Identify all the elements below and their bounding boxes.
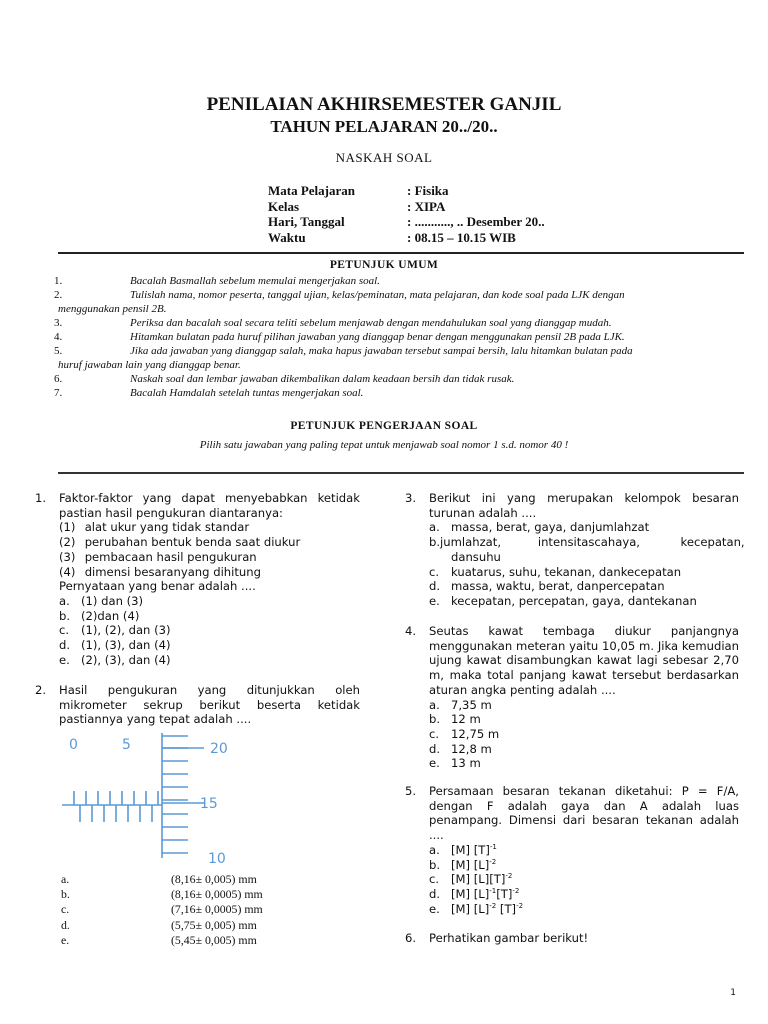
answer-option: a. [M] $[T]^{-1}$ — [429, 842, 497, 857]
answer-option: b. jumlahzat, intensitascahaya, kecepatan, — [429, 535, 745, 550]
question-stem: Perhatikan gambar berikut! — [429, 931, 589, 945]
answer-option: a. massa, berat, gaya, danjumlahzat — [429, 520, 650, 535]
instruction-item: 3. Periksa dan bacalah soal secara teliti sebelum menjawab dengan mendahulukan soal yang dianggap mudah. — [54, 317, 612, 329]
answer-option: c. [M] $[L][T]^{-2}$ — [429, 872, 513, 887]
instruction-continuation: menggunakan pensil 2B. — [58, 303, 167, 315]
instruction-item: 5. Jika ada jawaban yang dianggap salah, maka hapus jawaban tersebut sampai bersih, lalu hitamkan bulatan pada — [54, 345, 633, 357]
work-instructions-text: Pilih satu jawaban yang paling tepat untuk menjawab soal nomor 1 s.d. nomor 40 ! — [199, 439, 569, 451]
info-row-subject: Mata Pelajaran : Fisika — [268, 183, 449, 198]
factor-item: (3) pembacaan hasil pengukuran — [59, 549, 257, 564]
instruction-item: 7. Bacalah Hamdalah setelah tuntas mengerjakan soal. — [54, 387, 364, 399]
answer-option: e. (2), (3), dan (4) — [59, 652, 171, 667]
answer-option: e. [M] $[L]^{-2}$ $[T]^{-2}$ — [429, 901, 524, 916]
factor-item: (2) perubahan bentuk benda saat diukur — [59, 535, 301, 550]
answer-option: e. kecepatan, percepatan, gaya, dantekanan — [429, 593, 697, 608]
info-row-time: Waktu : 08.15 – 10.15 WIB — [268, 229, 516, 245]
info-row-date: Hari, Tanggal : ..........., .. Desember 20.. — [268, 214, 545, 229]
question-2-options — [61, 872, 361, 948]
answer-option-continuation: dansuhu — [451, 549, 501, 564]
answer-option: a. (8,16± 0,005) mm — [61, 872, 257, 886]
question-stem: Berikut ini yang merupakan kelompok besaran turunan adalah .... — [429, 491, 739, 520]
question-2 — [35, 683, 360, 727]
exam-title: PENILAIAN AKHIRSEMESTER GANJIL — [206, 94, 562, 115]
question-stem: Faktor-faktor yang dapat menyebabkan ketidak pastian hasil pengukuran diantaranya: — [59, 491, 360, 520]
sleeve-label-0: 0 — [69, 737, 78, 753]
answer-option: d. (5,75± 0,005) mm — [61, 917, 257, 932]
thimble-label-20: 20 — [210, 741, 228, 757]
work-instructions-title: PETUNJUK PENGERJAAN SOAL — [290, 420, 478, 432]
answer-option: c. 12,75 m — [429, 726, 500, 741]
answer-option: c. (7,16± 0,0005) mm — [61, 902, 263, 917]
question-number: 4. — [405, 624, 417, 638]
answer-option: d. [M] $[L]^{-1}[T]^{-2}$ — [429, 886, 520, 901]
micrometer-figure — [58, 730, 238, 868]
thimble-label-10: 10 — [208, 851, 226, 867]
question-3 — [405, 491, 745, 609]
question-number: 5. — [405, 784, 417, 798]
answer-option: d. 12,8 m — [429, 741, 492, 756]
answer-option: b. [M] $[L]^{-2}$ — [429, 857, 497, 872]
question-6 — [405, 931, 739, 946]
answer-option: b. 12 m — [429, 712, 481, 727]
question-number: 1. — [35, 491, 47, 505]
question-stem: Seutas kawat tembaga diukur panjangnya menggunakan meteran yaitu 10,05 m. Jika kemudian ujung kawat disambungkan kawat lagi sebesar 2,70 m, maka total panjang kawat tersebut berdasarkan aturan angka penting adalah .... — [429, 624, 739, 697]
answer-option: c. kuatarus, suhu, tekanan, dankecepatan — [429, 564, 682, 579]
question-number: 3. — [405, 491, 417, 505]
general-instructions-title: PETUNJUK UMUM — [329, 259, 439, 271]
instruction-item: 6. Naskah soal dan lembar jawaban dikembalikan dalam keadaan bersih dan tidak rusak. — [54, 373, 515, 385]
answer-option: c. (1), (2), dan (3) — [59, 623, 171, 638]
info-row-class: Kelas : XIPA — [268, 198, 446, 214]
sleeve-label-5: 5 — [122, 737, 131, 753]
answer-option: d. massa, waktu, berat, danpercepatan — [429, 579, 665, 594]
instruction-item: 4. Hitamkan bulatan pada huruf pilihan jawaban yang dianggap benar dengan menggunakan pensil 2B pada LJK. — [54, 331, 625, 343]
question-4 — [405, 624, 739, 771]
question-1 — [35, 491, 360, 667]
instruction-continuation: huruf jawaban lain yang dianggap benar. — [58, 359, 241, 371]
instruction-item: 1. Bacalah Basmallah sebelum memulai mengerjakan soal. — [54, 275, 380, 287]
instruction-item: 2. Tulislah nama, nomor peserta, tanggal ujian, kelas/peminatan, mata pelajaran, dan kode soal pada LJK dengan — [54, 289, 625, 301]
question-number: 2. — [35, 683, 47, 697]
general-instructions-list — [54, 274, 744, 400]
answer-option: a. 7,35 m — [429, 697, 492, 712]
document-subtitle: NASKAH SOAL — [335, 150, 433, 165]
question-stem: Hasil pengukuran yang ditunjukkan oleh mikrometer sekrup berikut beserta ketidak pastiannya yang tepat adalah .... — [59, 683, 360, 727]
factor-item: (1) alat ukur yang tidak standar — [59, 520, 250, 535]
answer-option: e. 13 m — [429, 756, 481, 771]
question-number: 6. — [405, 931, 417, 945]
question-stem: Persamaan besaran tekanan diketahui: P = F/A, dengan F adalah gaya dan A adalah luas penampang. Dimensi dari besaran tekanan adalah .... — [429, 784, 739, 843]
exam-info-block — [268, 183, 545, 245]
academic-year: TAHUN PELAJARAN 20../20.. — [270, 117, 498, 136]
divider-bottom — [58, 472, 744, 474]
question-5 — [405, 784, 739, 916]
answer-option: a. (1) dan (3) — [59, 593, 144, 608]
answer-option: e. (5,45± 0,005) mm — [61, 932, 257, 947]
thimble-label-15: 15 — [200, 796, 218, 812]
factor-item: (4) dimensi besaranyang dihitung — [59, 564, 261, 579]
page-number: 1 — [730, 988, 736, 998]
answer-option: b. (8,16± 0,0005) mm — [61, 887, 263, 902]
answer-option: b. (2)dan (4) — [59, 608, 140, 623]
question-prompt: Pernyataan yang benar adalah .... — [59, 579, 256, 594]
divider-top — [58, 252, 744, 254]
answer-option: d. (1), (3), dan (4) — [59, 638, 171, 653]
